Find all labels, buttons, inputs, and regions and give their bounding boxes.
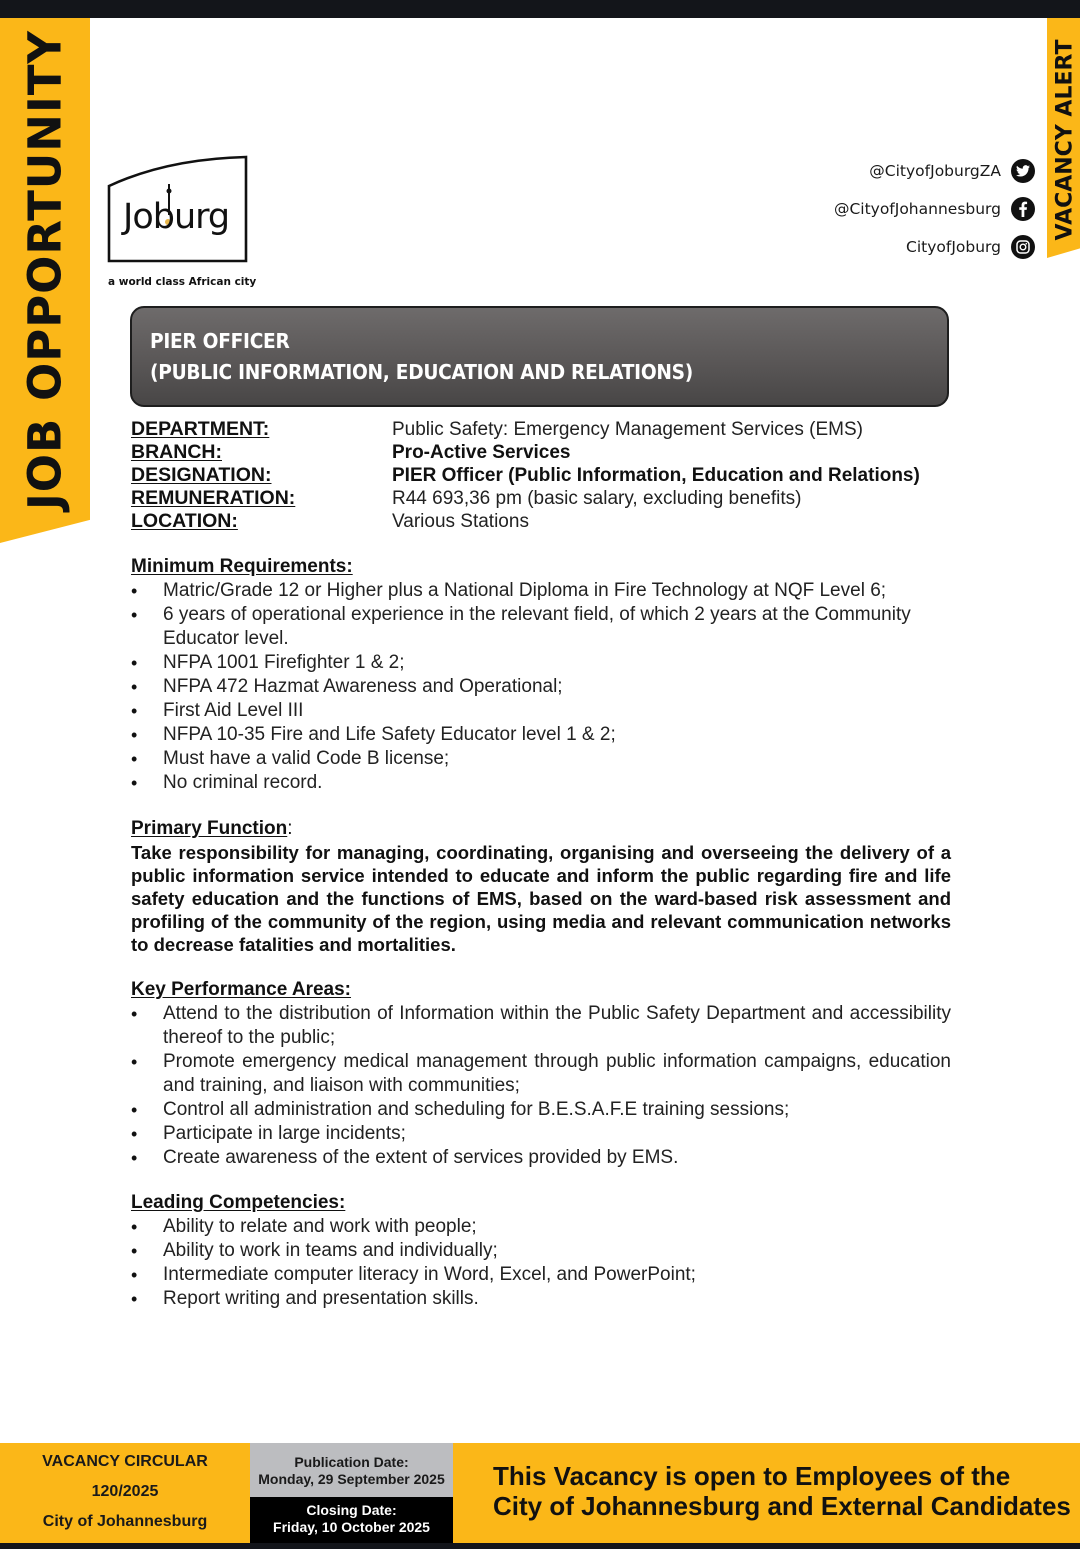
info-row-branch — [131, 441, 961, 464]
publication-label: Publication Date: — [294, 1454, 409, 1470]
list-item: • Promote emergency medical management through public information campaigns, education and training, and liaison with communities; — [131, 1050, 951, 1098]
circular-label: VACANCY CIRCULAR — [42, 1453, 208, 1470]
list-item: • 6 years of operational experience in the relevant field, of which 2 years at the Community Educator level. — [131, 603, 951, 651]
list-item: • No criminal record. — [131, 771, 951, 795]
competencies-list — [131, 1215, 951, 1311]
info-value: PIER Officer (Public Information, Education and Relations) — [392, 464, 920, 486]
top-bar — [0, 0, 1080, 18]
eligibility-line-2: City of Johannesburg and External Candidates — [493, 1491, 1071, 1521]
key-performance-areas-section — [131, 978, 951, 1170]
list-item: • Control all administration and scheduling for B.E.S.A.F.E training sessions; — [131, 1098, 951, 1122]
list-item: • NFPA 1001 Firefighter 1 & 2; — [131, 651, 951, 675]
vacancy-circular-panel — [0, 1443, 250, 1543]
circular-number: 120/2025 — [91, 1483, 159, 1500]
closing-date-panel — [250, 1497, 453, 1543]
joburg-logo — [107, 155, 249, 263]
requirements-list — [131, 579, 951, 795]
primary-function-text: Take responsibility for managing, coordinating, organising and overseeing the delivery of a public information service intended to educate and inform the public regarding fire and life safety education and the functions of EMS, based on the ward-based risk assessment and profiling of the community of the region, using media and relevant communication networks to decrease fatalities and mortalities. — [131, 842, 951, 955]
closing-date: Friday, 10 October 2025 — [273, 1519, 430, 1535]
bottom-bar — [0, 1543, 1080, 1549]
list-item: • NFPA 472 Hazmat Awareness and Operational; — [131, 675, 951, 699]
list-item: • Attend to the distribution of Information within the Public Safety Department and accessibility thereof to the public; — [131, 1002, 951, 1050]
logo-tagline: a world class African city — [108, 276, 257, 288]
info-row-location — [131, 510, 961, 533]
vacancy-alert-label: VACANCY ALERT — [1052, 39, 1078, 241]
kpa-list — [131, 1002, 951, 1170]
list-item: • Ability to work in teams and individually; — [131, 1239, 951, 1263]
info-label: DESIGNATION: — [131, 464, 272, 486]
list-item: • Intermediate computer literacy in Word, Excel, and PowerPoint; — [131, 1263, 951, 1287]
job-info-table — [131, 418, 961, 533]
section-heading — [131, 978, 951, 1002]
list-item: • Ability to relate and work with people; — [131, 1215, 951, 1239]
info-label: REMUNERATION: — [131, 487, 296, 509]
job-opportunity-label: JOB OPPORTUNITY — [18, 30, 72, 510]
info-value: Public Safety: Emergency Management Services (EMS) — [392, 418, 863, 440]
instagram-icon — [1011, 235, 1035, 259]
social-instagram[interactable] — [735, 228, 1035, 266]
info-value: Various Stations — [392, 510, 529, 532]
list-item: • Report writing and presentation skills. — [131, 1287, 951, 1311]
primary-function-section — [131, 817, 951, 956]
twitter-icon — [1011, 159, 1035, 183]
info-value: R44 693,36 pm (basic salary, excluding benefits) — [392, 487, 802, 509]
eligibility-line-1: This Vacancy is open to Employees of the — [493, 1461, 1011, 1491]
job-title: PIER OFFICER — [150, 329, 290, 353]
info-row-designation — [131, 464, 961, 487]
social-handle[interactable]: CityofJoburg — [906, 238, 1001, 256]
section-heading-text: Leading Competencies: — [131, 1192, 346, 1213]
heading-colon: : — [287, 818, 293, 839]
section-heading-text: Key Performance Areas: — [131, 979, 352, 1000]
organisation-name: City of Johannesburg — [42, 1513, 208, 1530]
social-handle[interactable]: @CityofJohannesburg — [833, 200, 1001, 218]
section-heading — [131, 817, 951, 841]
info-row-remuneration — [131, 487, 961, 510]
job-subtitle: (PUBLIC INFORMATION, EDUCATION AND RELATIONS) — [150, 360, 693, 384]
info-label: BRANCH: — [131, 441, 222, 463]
closing-label: Closing Date: — [306, 1502, 397, 1518]
section-heading — [131, 1191, 951, 1215]
list-item: • Create awareness of the extent of services provided by EMS. — [131, 1146, 951, 1170]
section-heading — [131, 555, 951, 579]
section-heading-text: Minimum Requirements: — [131, 556, 353, 577]
social-facebook[interactable] — [735, 190, 1035, 228]
facebook-icon — [1011, 197, 1035, 221]
info-label: LOCATION: — [131, 510, 238, 532]
list-item: • NFPA 10-35 Fire and Life Safety Educator level 1 & 2; — [131, 723, 951, 747]
list-item: • Participate in large incidents; — [131, 1122, 951, 1146]
social-handle[interactable]: @CityofJoburgZA — [869, 162, 1001, 180]
leading-competencies-section — [131, 1191, 951, 1311]
info-row-department — [131, 418, 961, 441]
logo-wordmark: Joburg — [123, 197, 230, 237]
publication-date: Monday, 29 September 2025 — [258, 1471, 445, 1487]
social-twitter[interactable] — [735, 152, 1035, 190]
list-item: • First Aid Level III — [131, 699, 951, 723]
info-value: Pro-Active Services — [392, 441, 571, 463]
publication-date-panel — [250, 1443, 453, 1497]
minimum-requirements-section — [131, 555, 951, 795]
section-heading-text: Primary Function — [131, 818, 288, 839]
list-item: • Matric/Grade 12 or Higher plus a National Diploma in Fire Technology at NQF Level 6; — [131, 579, 951, 603]
list-item: • Must have a valid Code B license; — [131, 747, 951, 771]
job-title-banner — [130, 306, 949, 407]
social-links — [735, 152, 1035, 266]
eligibility-notice — [493, 1461, 1071, 1521]
info-label: DEPARTMENT: — [131, 418, 270, 440]
footer — [0, 1443, 1080, 1543]
